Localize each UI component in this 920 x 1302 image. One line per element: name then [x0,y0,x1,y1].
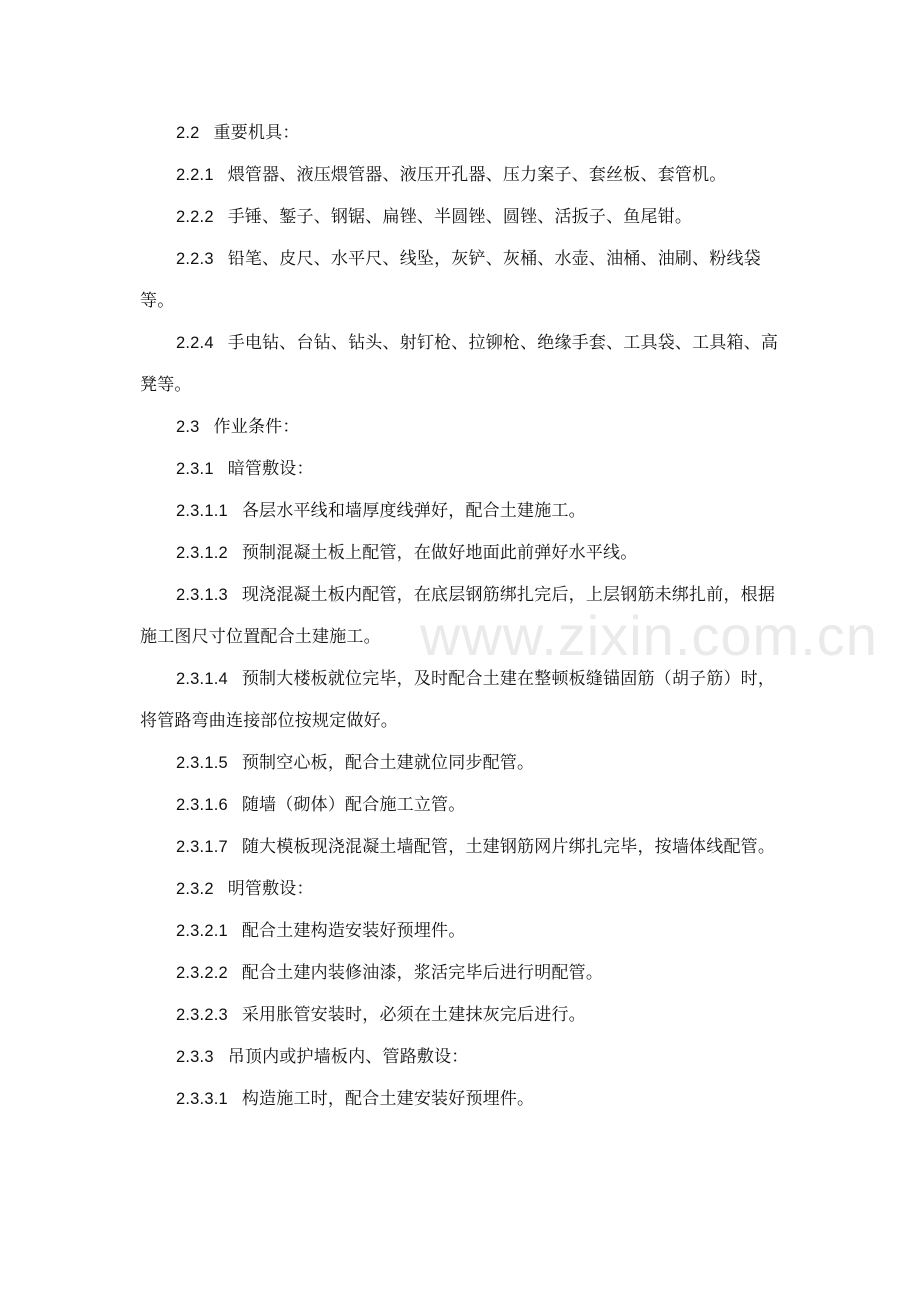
paragraph-2-2-3 [140,238,780,322]
paragraph-2-3-3-1 [140,1078,780,1120]
paragraph-text: 明管敷设： [227,879,314,899]
paragraph-2-3-1-2 [140,532,780,574]
paragraph-text: 各层水平线和墙厚度线弹好，配合土建施工。 [241,501,586,521]
section-number: 2.3.1.7 [176,838,228,856]
paragraph-2-3-1-4 [140,658,780,742]
section-number: 2.3.2.1 [176,922,228,940]
paragraph-2-2-1 [140,154,780,196]
section-number: 2.3.2.2 [176,964,228,982]
paragraph-2-3-1-6 [140,784,780,826]
section-number: 2.3.1.4 [176,670,228,688]
document-body [140,112,780,1120]
section-number: 2.3.1.5 [176,754,228,772]
paragraph-2-3-1 [140,448,780,490]
section-number: 2.3.1 [176,460,214,478]
paragraph-text: 暗管敷设： [227,459,314,479]
paragraph-text: 手锤、錾子、钢锯、扁锉、半圆锉、圆锉、活扳子、鱼尾钳。 [227,207,693,227]
paragraph-text: 随墙（砌体）配合施工立管。 [241,795,466,815]
paragraph-2-2-4 [140,322,780,406]
section-number: 2.2.2 [176,208,214,226]
section-number: 2.3.1.1 [176,502,228,520]
section-number: 2.3.3.1 [176,1090,228,1108]
section-number: 2.3.3 [176,1048,214,1066]
section-number: 2.2 [176,124,200,142]
paragraph-2-3-1-7 [140,826,780,868]
paragraph-text: 铅笔、皮尺、水平尺、线坠，灰铲、灰桶、水壶、油桶、油刷、粉线袋等。 [140,249,761,311]
paragraph-2-2 [140,112,780,154]
paragraph-2-3-1-5 [140,742,780,784]
paragraph-2-3-2-2 [140,952,780,994]
paragraph-text: 煨管器、液压煨管器、液压开孔器、压力案子、套丝板、套管机。 [227,165,727,185]
paragraph-2-3 [140,406,780,448]
paragraph-text: 配合土建内装修油漆，浆活完毕后进行明配管。 [241,963,604,983]
watermark: www.zixin.com.cn [420,604,878,667]
paragraph-text: 手电钻、台钻、钻头、射钉枪、拉铆枪、绝缘手套、工具袋、工具箱、高凳等。 [140,333,779,395]
paragraph-text: 作业条件： [213,417,300,437]
section-number: 2.3.2 [176,880,214,898]
paragraph-text: 重要机具： [213,123,300,143]
section-number: 2.3 [176,418,200,436]
paragraph-text: 预制混凝土板上配管，在做好地面此前弹好水平线。 [241,543,638,563]
paragraph-2-2-2 [140,196,780,238]
paragraph-text: 预制空心板，配合土建就位同步配管。 [241,753,535,773]
section-number: 2.3.1.2 [176,544,228,562]
section-number: 2.2.1 [176,166,214,184]
paragraph-text: 吊顶内或护墙板内、管路敷设： [227,1047,469,1067]
paragraph-2-3-1-1 [140,490,780,532]
paragraph-text: 预制大楼板就位完毕，及时配合土建在整顿板缝锚固筋（胡子筋）时，将管路弯曲连接部位按规定做好。 [140,669,776,731]
paragraph-text: 现浇混凝土板内配管，在底层钢筋绑扎完后，上层钢筋未绑扎前，根据施工图尺寸位置配合土建施工。 [140,585,776,647]
paragraph-2-3-2-1 [140,910,780,952]
paragraph-2-3-2 [140,868,780,910]
section-number: 2.3.2.3 [176,1006,228,1024]
paragraph-2-3-2-3 [140,994,780,1036]
paragraph-text: 构造施工时，配合土建安装好预埋件。 [241,1089,535,1109]
section-number: 2.2.4 [176,334,214,352]
section-number: 2.2.3 [176,250,214,268]
paragraph-2-3-1-3 [140,574,780,658]
section-number: 2.3.1.3 [176,586,228,604]
paragraph-text: 配合土建构造安装好预埋件。 [241,921,466,941]
paragraph-2-3-3 [140,1036,780,1078]
paragraph-text: 随大模板现浇混凝土墙配管，土建钢筋网片绑扎完毕，按墙体线配管。 [241,837,776,857]
section-number: 2.3.1.6 [176,796,228,814]
paragraph-text: 采用胀管安装时，必须在土建抹灰完后进行。 [241,1005,586,1025]
